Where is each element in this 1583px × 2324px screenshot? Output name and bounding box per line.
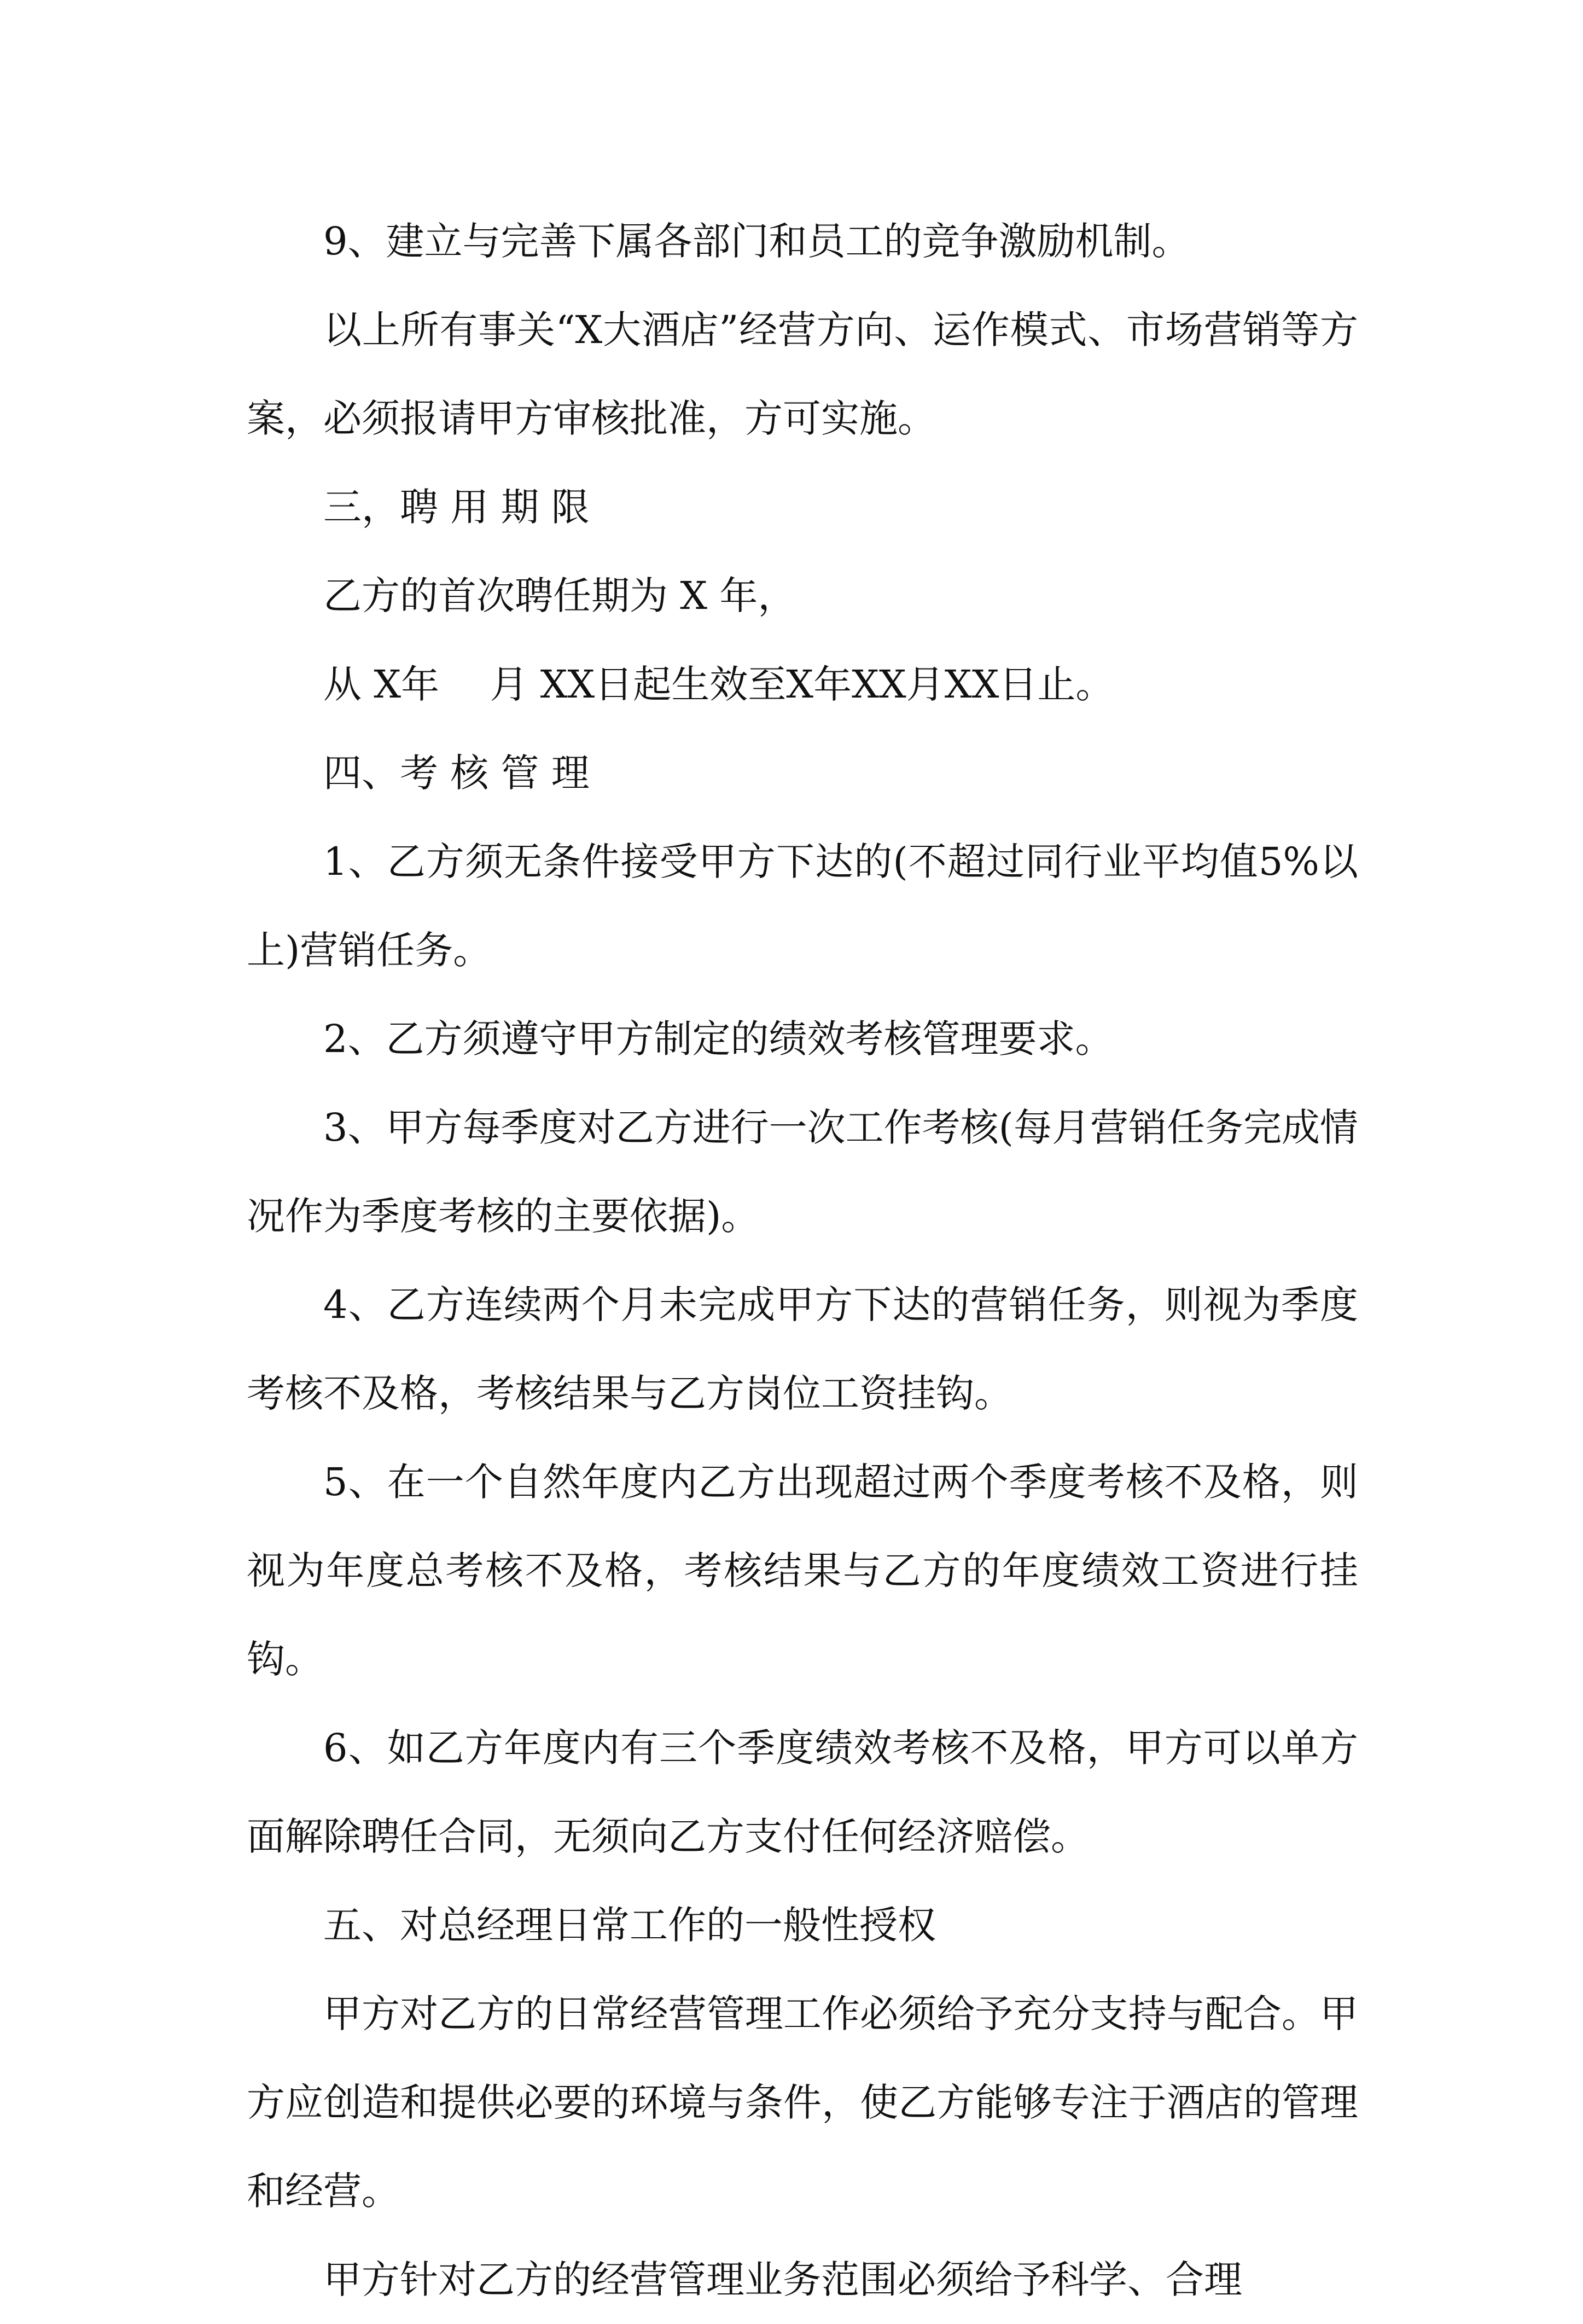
paragraph-assessment-6: 6、如乙方年度内有三个季度绩效考核不及格，甲方可以单方面解除聘任合同，无须向乙方支付任何经济赔偿。: [247, 1725, 1358, 1859]
section-heading-term: 三，聘 用 期 限: [323, 485, 590, 530]
document-body: [247, 197, 1358, 2324]
paragraph-assessment-4: 4、乙方连续两个月未完成甲方下达的营销任务，则视为季度考核不及格，考核结果与乙方岗位工资挂钩。: [247, 1282, 1358, 1416]
paragraph-approval-requirement: 以上所有事关“X大酒店”经营方向、运作模式、市场营销等方案，必须报请甲方审核批准，方可实施。: [247, 307, 1358, 441]
paragraph-assessment-1: 1、乙方须无条件接受甲方下达的(不超过同行业平均值5%以上)营销任务。: [247, 839, 1358, 973]
paragraph-assessment-2: 2、乙方须遵守甲方制定的绩效考核管理要求。: [323, 1016, 1114, 1061]
section-heading-assessment: 四、考 核 管 理: [323, 751, 590, 795]
paragraph-authorization-support: 甲方对乙方的日常经营管理工作必须给予充分支持与配合。甲方应创造和提供必要的环境与条件，使乙方能够专注于酒店的管理和经营。: [247, 1991, 1358, 2213]
paragraph-item-9: 9、建立与完善下属各部门和员工的竞争激励机制。: [323, 219, 1190, 264]
paragraph-term-dates: 从 X年 月 XX日起生效至X年XX月XX日止。: [323, 662, 1114, 707]
section-heading-authorization: 五、对总经理日常工作的一般性授权: [323, 1903, 936, 1948]
paragraph-assessment-3: 3、甲方每季度对乙方进行一次工作考核(每月营销任务完成情况作为季度考核的主要依据)。: [247, 1105, 1358, 1239]
paragraph-term-length: 乙方的首次聘任期为 X 年，: [323, 573, 796, 618]
paragraph-assessment-5: 5、在一个自然年度内乙方出现超过两个季度考核不及格，则视为年度总考核不及格，考核结果与乙方的年度绩效工资进行挂钩。: [247, 1460, 1358, 1682]
paragraph-authorization-scope: 甲方针对乙方的经营管理业务范围必须给予科学、合理: [323, 2257, 1242, 2302]
